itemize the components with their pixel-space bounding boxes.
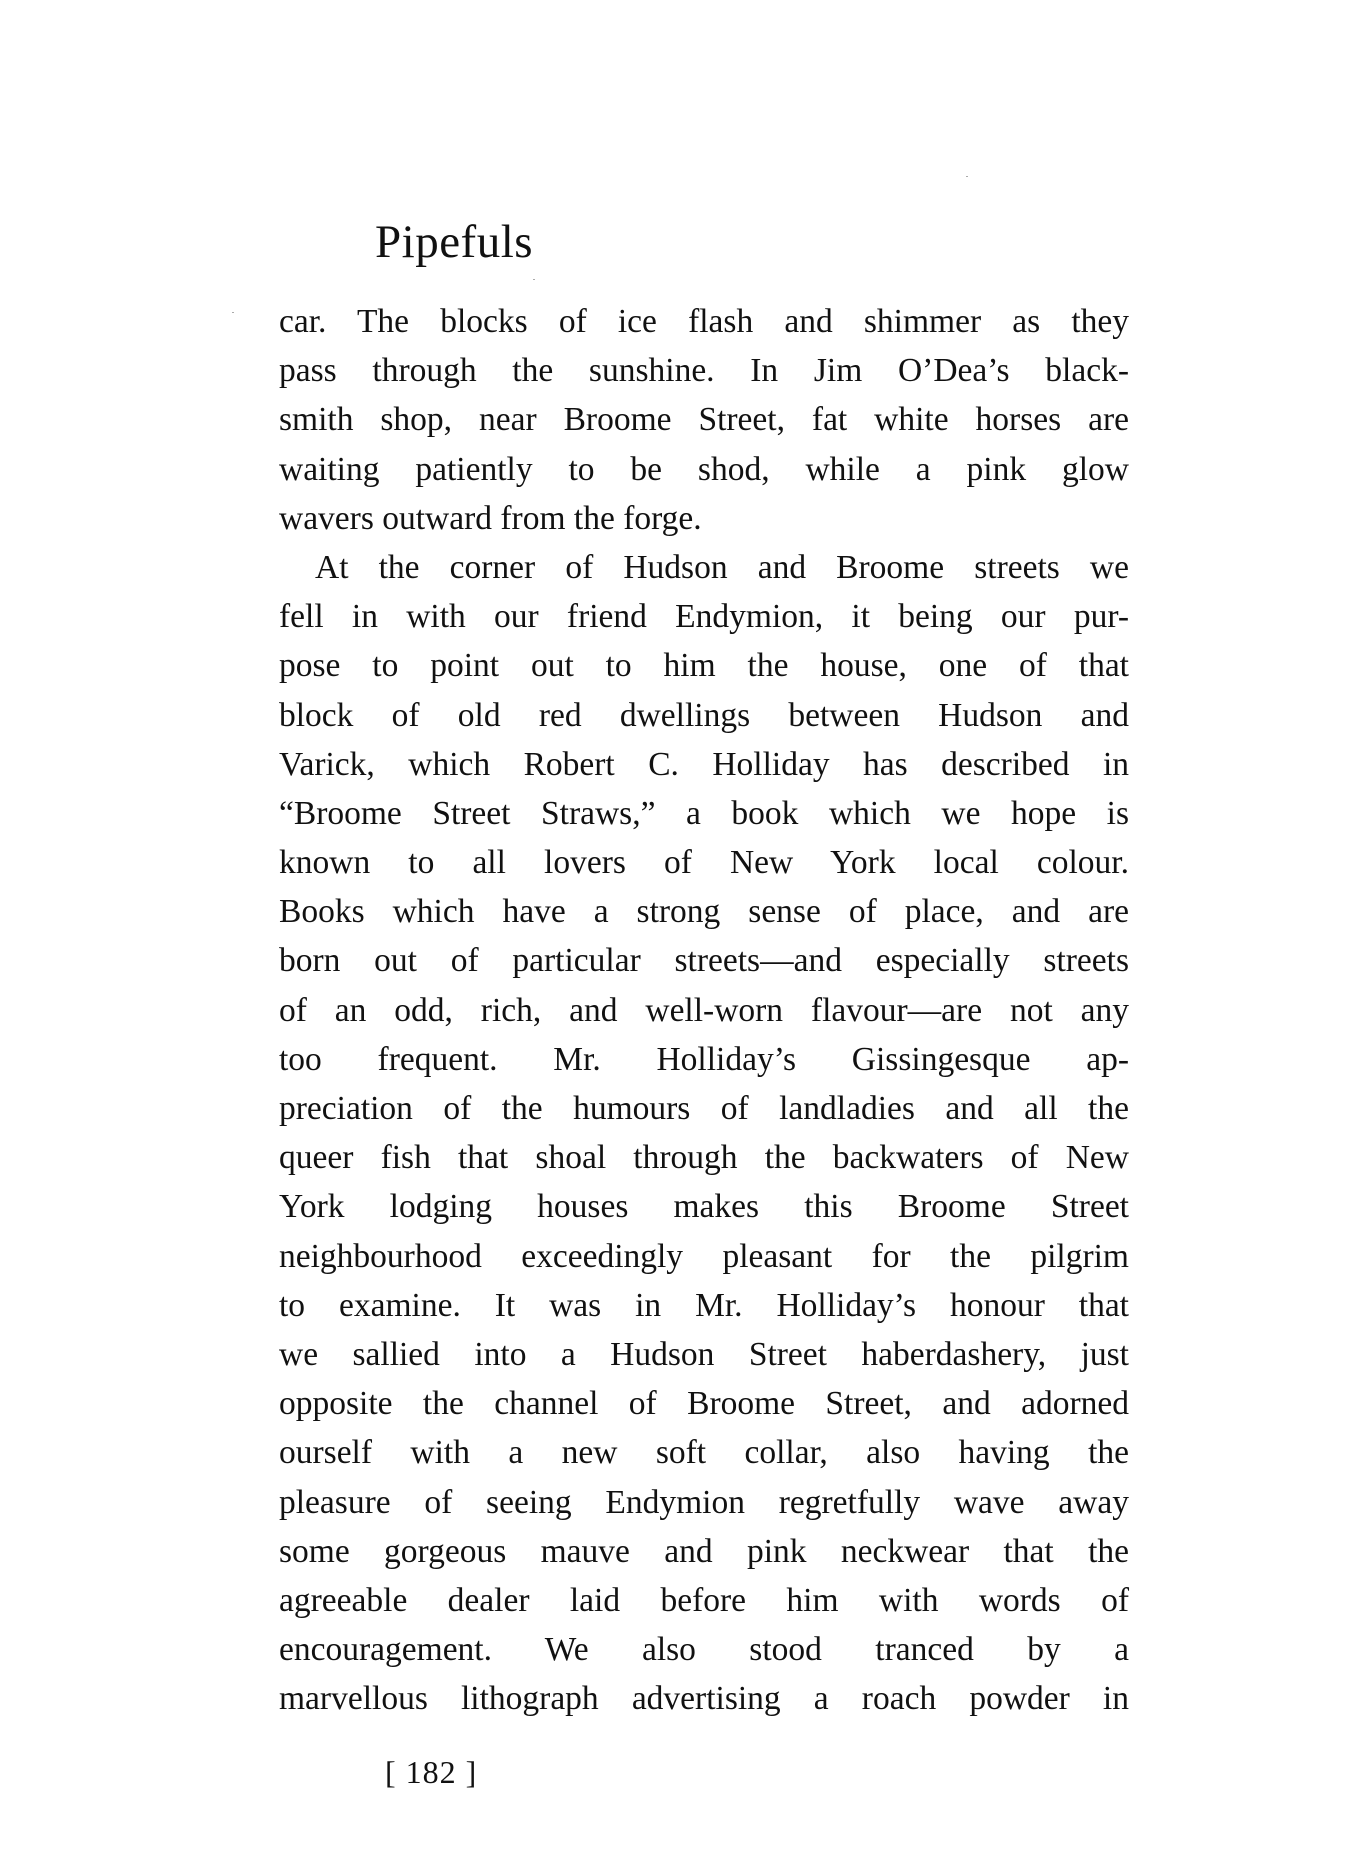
- text-line: too frequent. Mr. Holliday’s Gissingesque ap-: [279, 1040, 1129, 1078]
- page-number: [ 182 ]: [385, 1754, 478, 1790]
- text-line: smith shop, near Broome Street, fat white horses are: [279, 401, 1129, 439]
- text-line: queer fish that shoal through the backwaters of New: [279, 1139, 1129, 1177]
- scan-speck: [533, 279, 535, 280]
- text-line: pass through the sunshine. In Jim O’Dea’s black-: [279, 352, 1129, 390]
- text-line: known to all lovers of New York local colour.: [279, 844, 1129, 882]
- body-text: [279, 297, 1129, 1723]
- text-line: we sallied into a Hudson Street haberdashery, just: [279, 1335, 1129, 1373]
- text-line: “Broome Street Straws,” a book which we hope is: [279, 794, 1129, 832]
- text-line: York lodging houses makes this Broome Street: [279, 1188, 1129, 1226]
- text-line: Varick, which Robert C. Holliday has described in: [279, 745, 1129, 783]
- text-line: car. The blocks of ice flash and shimmer as they: [279, 303, 1129, 340]
- text-line: born out of particular streets—and especially streets: [279, 942, 1129, 980]
- text-line: ourself with a new soft collar, also having the: [279, 1434, 1129, 1472]
- text-line: encouragement. We also stood tranced by a: [279, 1631, 1129, 1669]
- text-line: agreeable dealer laid before him with words of: [279, 1581, 1129, 1619]
- text-line: block of old red dwellings between Hudson and: [279, 696, 1129, 734]
- text-line: to examine. It was in Mr. Holliday’s honour that: [279, 1286, 1129, 1324]
- text-line: At the corner of Hudson and Broome streets we: [315, 548, 1129, 586]
- text-line: opposite the channel of Broome Street, and adorned: [279, 1385, 1129, 1423]
- text-line: of an odd, rich, and well-worn flavour—are not any: [279, 991, 1129, 1029]
- text-line: pleasure of seeing Endymion regretfully wave away: [279, 1483, 1129, 1521]
- text-line: pose to point out to him the house, one of that: [279, 647, 1129, 685]
- text-line: wavers outward from the forge.: [279, 499, 702, 537]
- text-line: some gorgeous mauve and pink neckwear that the: [279, 1532, 1129, 1570]
- scan-speck: [966, 176, 968, 177]
- running-head: Pipefuls: [375, 216, 534, 268]
- text-line: marvellous lithograph advertising a roach powder in: [279, 1680, 1129, 1718]
- text-line: waiting patiently to be shod, while a pink glow: [279, 450, 1129, 488]
- scan-speck: [232, 312, 234, 313]
- text-line: neighbourhood exceedingly pleasant for the pilgrim: [279, 1237, 1129, 1275]
- text-line: fell in with our friend Endymion, it being our pur-: [279, 598, 1129, 636]
- text-line: Books which have a strong sense of place, and are: [279, 893, 1129, 931]
- text-line: preciation of the humours of landladies and all the: [279, 1090, 1129, 1127]
